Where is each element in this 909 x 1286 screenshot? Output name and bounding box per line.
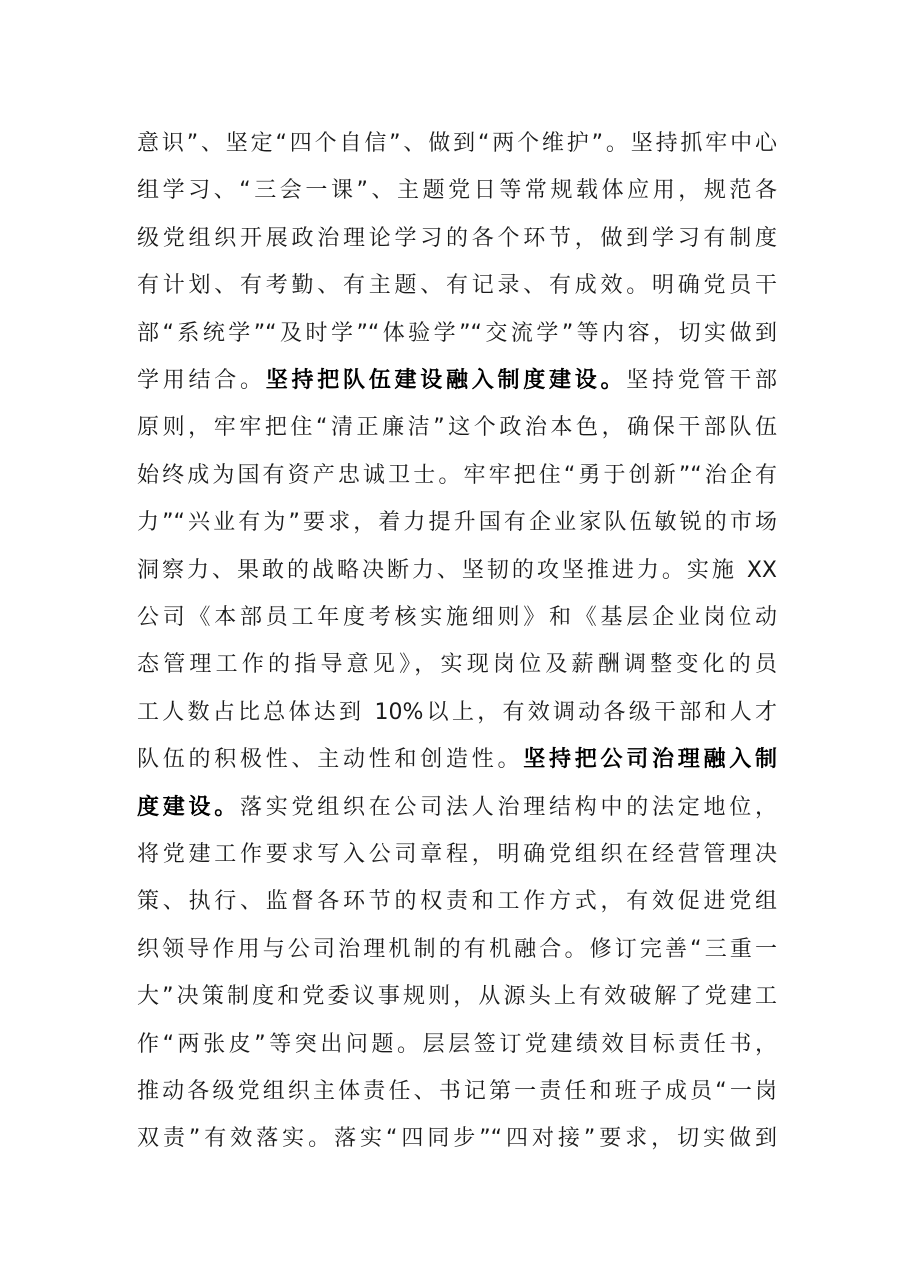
text-line bbox=[137, 642, 777, 688]
body-text: 织领导作用与公司治理机制的有机融合。修订完善“三重一 bbox=[137, 936, 777, 962]
text-line bbox=[137, 453, 777, 499]
text-line bbox=[137, 500, 777, 546]
text-line bbox=[137, 168, 777, 214]
text-line bbox=[137, 927, 777, 973]
body-text: 推动各级党组织主体责任、书记第一责任和班子成员“一岗 bbox=[137, 1079, 777, 1104]
text-line bbox=[137, 785, 777, 831]
text-line bbox=[137, 879, 777, 925]
text-line bbox=[137, 690, 777, 736]
text-line bbox=[137, 263, 777, 309]
body-text: 学用结合。 bbox=[137, 368, 266, 393]
text-line bbox=[137, 832, 777, 878]
bold-heading-text: 度建设。 bbox=[137, 794, 240, 820]
text-line bbox=[137, 311, 777, 357]
body-text: 落实党组织在公司法人治理结构中的法定地位， bbox=[240, 794, 777, 820]
body-text: 意识”、坚定“四个自信”、做到“两个维护”。坚持抓牢中心 bbox=[137, 131, 777, 156]
body-text: 大”决策制度和党委议事规则，从源头上有效破解了党建工 bbox=[137, 984, 777, 1010]
body-text: 洞察力、果敢的战略决断力、坚韧的攻坚推进力。实施 XX bbox=[137, 557, 777, 583]
text-line bbox=[137, 1022, 777, 1068]
text-line bbox=[137, 1069, 777, 1115]
text-line bbox=[137, 1116, 777, 1162]
body-text: 坚持党管干部 bbox=[626, 368, 777, 393]
body-text: 原则，牢牢把住“清正廉洁”这个政治本色，确保干部队伍 bbox=[137, 415, 777, 441]
body-text: 公司《本部员工年度考核实施细则》和《基层企业岗位动 bbox=[137, 605, 777, 630]
body-text: 作“两张皮”等突出问题。层层签订党建绩效目标责任书， bbox=[137, 1031, 777, 1057]
body-text: 力”“兴业有为”要求，着力提升国有企业家队伍敏锐的市场 bbox=[137, 510, 777, 536]
text-line bbox=[137, 548, 777, 594]
body-text: 队伍的积极性、主动性和创造性。 bbox=[137, 747, 524, 773]
body-text: 组学习、“三会一课”、主题党日等常规载体应用，规范各 bbox=[137, 178, 777, 204]
body-text: 将党建工作要求写入公司章程，明确党组织在经营管理决 bbox=[137, 842, 777, 867]
body-text: 态管理工作的指导意见》，实现岗位及薪酬调整变化的员 bbox=[137, 652, 777, 678]
body-text: 策、执行、监督各环节的权责和工作方式，有效促进党组 bbox=[137, 889, 777, 915]
text-line bbox=[137, 121, 777, 167]
bold-heading-text: 坚持把公司治理融入制 bbox=[523, 747, 777, 773]
body-text: 级党组织开展政治理论学习的各个环节，做到学习有制度 bbox=[137, 225, 777, 251]
text-line bbox=[137, 595, 777, 641]
body-text: 工人数占比总体达到 10%以上，有效调动各级干部和人才 bbox=[137, 699, 777, 725]
text-line bbox=[137, 358, 777, 404]
text-line bbox=[137, 974, 777, 1020]
body-text: 始终成为国有资产忠诚卫士。牢牢把住“勇于创新”“治企有 bbox=[137, 462, 777, 488]
text-line bbox=[137, 216, 777, 262]
text-line bbox=[137, 737, 777, 783]
text-line bbox=[137, 405, 777, 451]
body-text: 部“系统学”“及时学”“体验学”“交流学”等内容，切实做到 bbox=[137, 320, 777, 346]
bold-heading-text: 坚持把队伍建设融入制度建设。 bbox=[265, 368, 627, 393]
body-text: 有计划、有考勤、有主题、有记录、有成效。明确党员干 bbox=[137, 273, 777, 299]
body-text: 双责”有效落实。落实“四同步”“四对接”要求，切实做到 bbox=[137, 1126, 777, 1152]
